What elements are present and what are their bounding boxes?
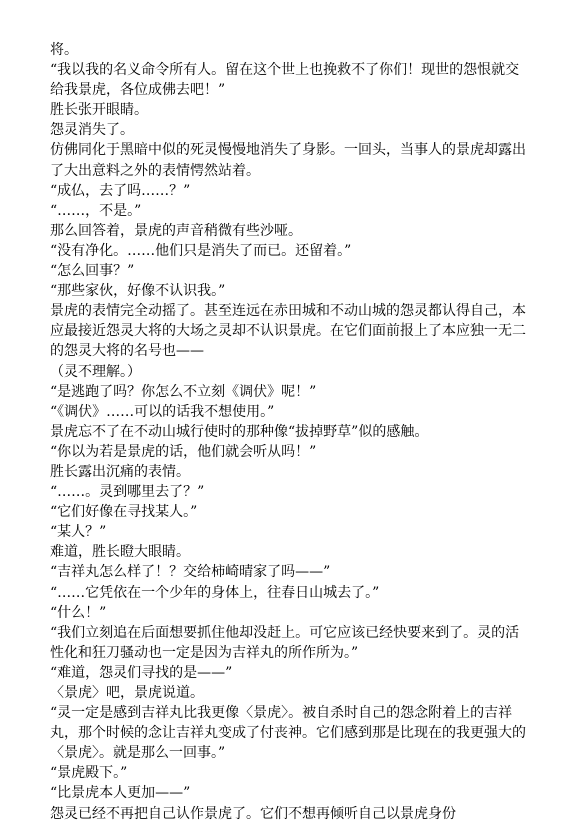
paragraph: 难道，胜长瞪大眼睛。 (50, 544, 190, 561)
paragraph: “那些家伙，好像不认识我。” (50, 283, 226, 300)
paragraph: “你以为若是景虎的话，他们就会听从吗！” (50, 443, 317, 460)
paragraph: “我们立刻追在后面想要抓住他却没赶上。可它应该已经快要来到了。灵的活性化和狂刀骚动也一定是因为吉祥丸的所作所为。” (50, 624, 520, 661)
paragraph: “某人？” (50, 524, 107, 541)
paragraph: “我以我的名义命令所有人。留在这个世上也挽救不了你们！现世的怨恨就交给我景虎，各位成佛去吧！” (50, 62, 520, 99)
paragraph: “怎么回事？” (50, 263, 135, 280)
paragraph: （灵不理解。） (50, 363, 141, 380)
paragraph: “是逃跑了吗？你怎么不立刻《调伏》呢！” (50, 383, 317, 400)
paragraph: 景虎的表情完全动摇了。甚至连远在赤田城和不动山城的怨灵都认得自己，本应最接近怨灵大将的大场之灵却不认识景虎。在它们面前报上了本应独一无二的怨灵大将的名号也—— (50, 303, 526, 360)
paragraph: “……它凭依在一个少年的身体上，往春日山城去了。” (50, 584, 380, 601)
paragraph: “难道，怨灵们寻找的是——” (50, 664, 233, 681)
paragraph: “比景虎本人更加——” (50, 785, 191, 802)
paragraph: “……。灵到哪里去了？” (50, 484, 205, 501)
paragraph: 胜长张开眼睛。 (50, 102, 148, 119)
paragraph: “《调伏》……可以的话我不想使用。” (50, 403, 275, 420)
paragraph: 仿佛同化于黑暗中似的死灵慢慢地消失了身影。一回头，当事人的景虎却露出了大出意料之外的表情愕然站着。 (50, 142, 526, 179)
paragraph: “……，不是。” (50, 202, 142, 219)
paragraph: “成仏，去了吗……？” (50, 182, 191, 199)
paragraph: “没有净化。……他们只是消失了而已。还留着。” (50, 242, 352, 259)
paragraph: 怨灵消失了。 (50, 122, 134, 139)
paragraph: 〈景虎〉吧，景虎说道。 (50, 685, 204, 701)
paragraph: “吉祥丸怎么样了！？交给柿崎晴家了吗——” (50, 564, 331, 581)
paragraph: 怨灵已经不再把自己认作景虎了。它们不想再倾听自己以景虎身份 (50, 805, 456, 822)
paragraph: 将。 (50, 42, 78, 58)
paragraph: “灵一定是感到吉祥丸比我更像〈景虎〉。被自杀时自己的怨念附着上的吉祥丸，那个时候的念让吉祥丸变成了付丧神。它们感到那是比现在的我更强大的〈景虎〉。就是那么一回事。” (50, 705, 526, 762)
paragraph: “什么！” (50, 604, 107, 621)
paragraph: 那么回答着，景虎的声音稍微有些沙哑。 (50, 222, 302, 239)
paragraph: 胜长露出沉痛的表情。 (50, 463, 190, 480)
paragraph: “它们好像在寻找某人。” (50, 504, 198, 521)
paragraph: 景虎忘不了在不动山城行使时的那种像“拔掉野草”似的感触。 (50, 423, 429, 440)
paragraph: “景虎殿下。” (50, 765, 128, 782)
